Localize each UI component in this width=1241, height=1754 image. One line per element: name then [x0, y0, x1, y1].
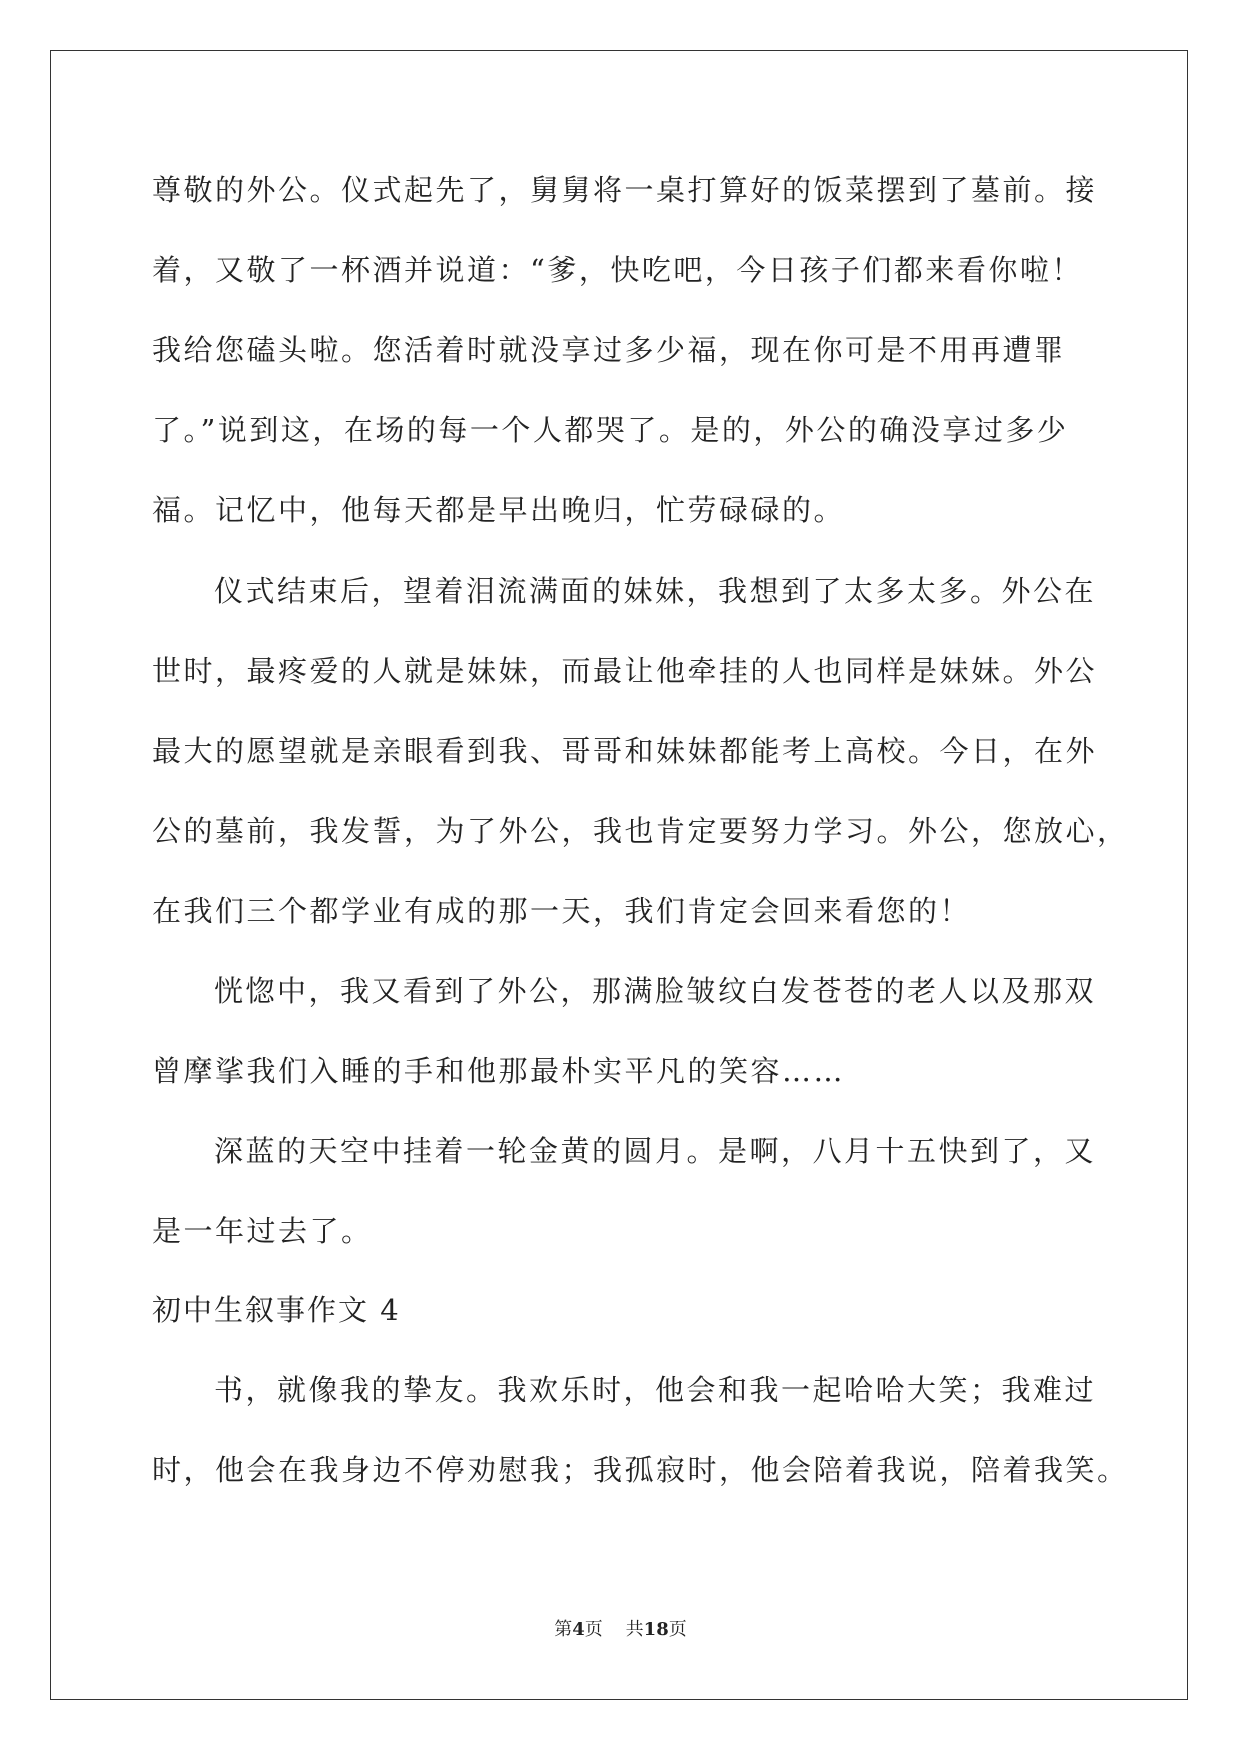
body-line: 着，又敬了一杯酒并说道：“爹，快吃吧，今日孩子们都来看你啦！	[152, 253, 1083, 287]
footer-total-pages: 18	[643, 1619, 669, 1640]
body-line: 尊敬的外公。仪式起先了，舅舅将一桌打算好的饭菜摆到了墓前。接	[152, 173, 1098, 207]
paragraph-first-line: 仪式结束后，望着泪流满面的妹妹，我想到了太多太多。外公在	[214, 574, 1097, 608]
footer-total-prefix: 共	[625, 1619, 644, 1640]
footer-page-prefix: 第	[554, 1619, 573, 1640]
footer-total-suffix: 页	[668, 1619, 687, 1640]
body-line: 我给您磕头啦。您活着时就没享过多少福，现在你可是不用再遭罪	[152, 333, 1066, 367]
body-line: 曾摩挲我们入睡的手和他那最朴实平凡的笑容……	[152, 1054, 846, 1088]
paragraph-first-line: 恍惚中，我又看到了外公，那满脸皱纹白发苍苍的老人以及那双	[214, 974, 1097, 1008]
body-line: 公的墓前，我发誓，为了外公，我也肯定要努力学习。外公，您放心，	[152, 814, 1129, 848]
body-line: 在我们三个都学业有成的那一天，我们肯定会回来看您的！	[152, 894, 972, 928]
footer-page-suffix: 页	[584, 1619, 603, 1640]
body-line: 时，他会在我身边不停劝慰我；我孤寂时，他会陪着我说，陪着我笑。	[152, 1453, 1129, 1487]
section-heading: 初中生叙事作文 4	[152, 1293, 401, 1327]
page-footer	[0, 1618, 1241, 1642]
body-line: 是一年过去了。	[152, 1214, 373, 1248]
paragraph-first-line: 深蓝的天空中挂着一轮金黄的圆月。是啊，八月十五快到了，又	[214, 1134, 1097, 1168]
body-line: 最大的愿望就是亲眼看到我、哥哥和妹妹都能考上高校。今日，在外	[152, 734, 1098, 768]
body-line: 了。”说到这，在场的每一个人都哭了。是的，外公的确没享过多少	[152, 413, 1069, 447]
body-line: 福。记忆中，他每天都是早出晚归，忙劳碌碌的。	[152, 493, 846, 527]
paragraph-first-line: 书，就像我的挚友。我欢乐时，他会和我一起哈哈大笑；我难过	[214, 1373, 1097, 1407]
body-line: 世时，最疼爱的人就是妹妹，而最让他牵挂的人也同样是妹妹。外公	[152, 654, 1098, 688]
footer-page-number: 4	[572, 1619, 585, 1640]
